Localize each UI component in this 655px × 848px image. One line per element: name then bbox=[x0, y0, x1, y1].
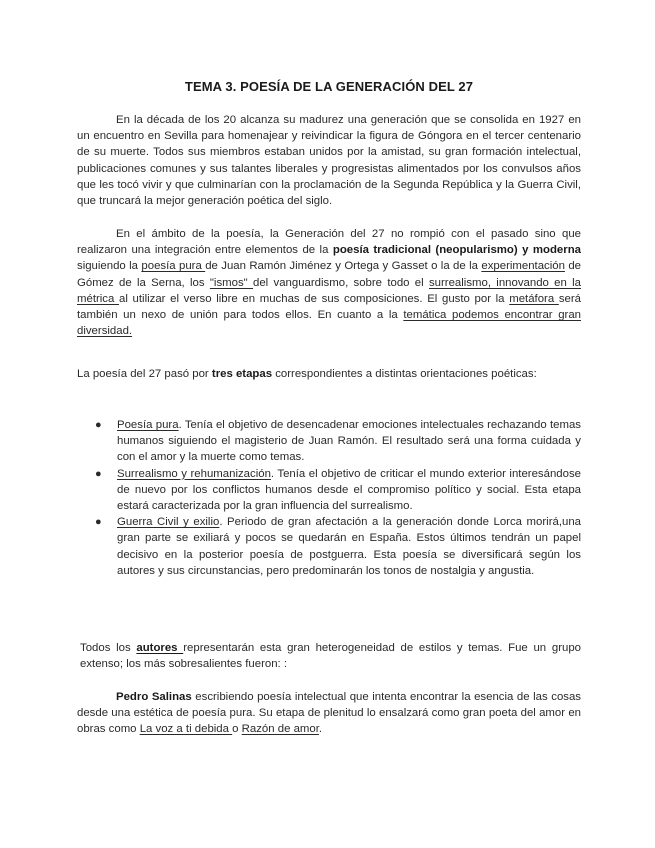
stage-name: Surrealismo y rehumanización bbox=[117, 467, 271, 480]
term-poesia-pura: poesía pura bbox=[141, 260, 206, 273]
work-title-la-voz: La voz a ti debida bbox=[139, 723, 233, 736]
salinas-text: escribiendo poesía intelectual que intenta encontrar la esencia de las cosas desde una estética de poesía pura. Su etapa de plenitud lo ensalzará como gran poeta del amor en obras como bbox=[77, 691, 581, 736]
poetry-text: siguiendo la bbox=[77, 260, 142, 273]
salinas-paragraph bbox=[77, 689, 581, 738]
poetry-text: al utilizar el verso libre en muchas de sus composiciones. El gusto por la bbox=[119, 292, 510, 305]
page-title: TEMA 3. POESÍA DE LA GENERACIÓN DEL 27 bbox=[184, 79, 474, 94]
poetry-text: de Gómez de la Serna, los bbox=[77, 260, 582, 289]
list-item bbox=[77, 514, 581, 579]
term-experimentacion: experimentación bbox=[481, 260, 565, 273]
stage-text: . Periodo de gran afectación a la generación donde Lorca morirá,una gran parte se exiliará y pocos se quedarán en España. Estos últimos tendrán un papel decisivo en la posterior poesía de postguerra. Esta poesía se diversificará según los autores y sus circunstancias, pero predominarán los tonos de nostalgia y angustia. bbox=[117, 516, 581, 577]
author-name-salinas: Pedro Salinas bbox=[116, 691, 192, 703]
term-metafora: metáfora bbox=[509, 292, 559, 305]
poetry-text: En el ámbito de la poesía, la Generación del 27 no rompió con el pasado sino que realizaron una integración entre elementos de la bbox=[77, 228, 581, 257]
stage-text: . Tenía el objetivo de criticar el mundo exterior interesándose de nuevo por los conflictos humanos desde el compromiso político y social. Esta etapa estará caracterizada por la gran influencia del surrealismo. bbox=[117, 467, 581, 513]
poetry-paragraph bbox=[77, 226, 581, 339]
poetry-text: del vanguardismo, sobre todo el bbox=[253, 276, 429, 289]
salinas-text: o bbox=[232, 723, 242, 736]
poetry-bold-traditional-modern: poesía tradicional (neopularismo) y moderna bbox=[332, 244, 581, 257]
stage-text: . Tenía el objetivo de desencadenar emociones intelectuales rechazando temas humanos siguiendo el magisterio de Juan Ramón. El resultado será una forma cuidada y con el amor y la muerte como temas. bbox=[117, 419, 581, 464]
stage-name: Poesía pura bbox=[117, 419, 179, 431]
authors-text: Todos los bbox=[80, 642, 137, 654]
stages-intro-text: La poesía del 27 pasó por bbox=[77, 368, 212, 380]
list-item bbox=[77, 466, 581, 515]
intro-paragraph: En la década de los 20 alcanza su madurez una generación que se consolida en 1927 en un encuentro en Sevilla para homenajear y reivindicar la figura de Góngora en el tercer centenario de su muerte. Todos sus miembros estaban unidos por la amistad, su gran formación intelectual, publicaciones comunes y sus talantes liberales y progresistas alimentados por los convulsos años que les tocó vivir y que culminarían con la proclamación de la Segunda República y la Guerra Civil, que truncará la mejor generación poética del siglo. bbox=[77, 114, 581, 208]
term-tematica: temática podemos encontrar gran diversidad. bbox=[77, 309, 581, 338]
stages-intro-paragraph bbox=[77, 366, 581, 382]
authors-paragraph bbox=[80, 640, 581, 672]
stages-list bbox=[77, 417, 581, 579]
bullet-icon: ● bbox=[95, 419, 102, 431]
poetry-text: de Juan Ramón Jiménez y Ortega y Gasset o la de la bbox=[205, 260, 482, 273]
stages-intro-bold: tres etapas bbox=[211, 368, 273, 380]
bullet-icon: ● bbox=[95, 516, 102, 529]
authors-text: representarán esta gran heterogeneidad de estilos y temas. Fue un grupo extenso; los más sobresalientes fueron: : bbox=[80, 642, 581, 671]
term-surrealismo-metrica: surrealismo, innovando en la métrica bbox=[77, 276, 582, 305]
authors-bold: autores bbox=[136, 642, 184, 654]
poetry-text: será también un nexo de unión para todos ellos. En cuanto a la bbox=[77, 292, 581, 322]
stages-intro-text: correspondientes a distintas orientaciones poéticas: bbox=[272, 368, 537, 380]
stage-name: Guerra Civil y exilio bbox=[117, 516, 220, 529]
salinas-text: . bbox=[318, 723, 323, 736]
list-item bbox=[77, 417, 581, 466]
work-title-razon-de-amor: Razón de amor bbox=[241, 723, 319, 736]
term-ismos: "ismos" bbox=[209, 276, 254, 289]
bullet-icon: ● bbox=[95, 467, 102, 480]
